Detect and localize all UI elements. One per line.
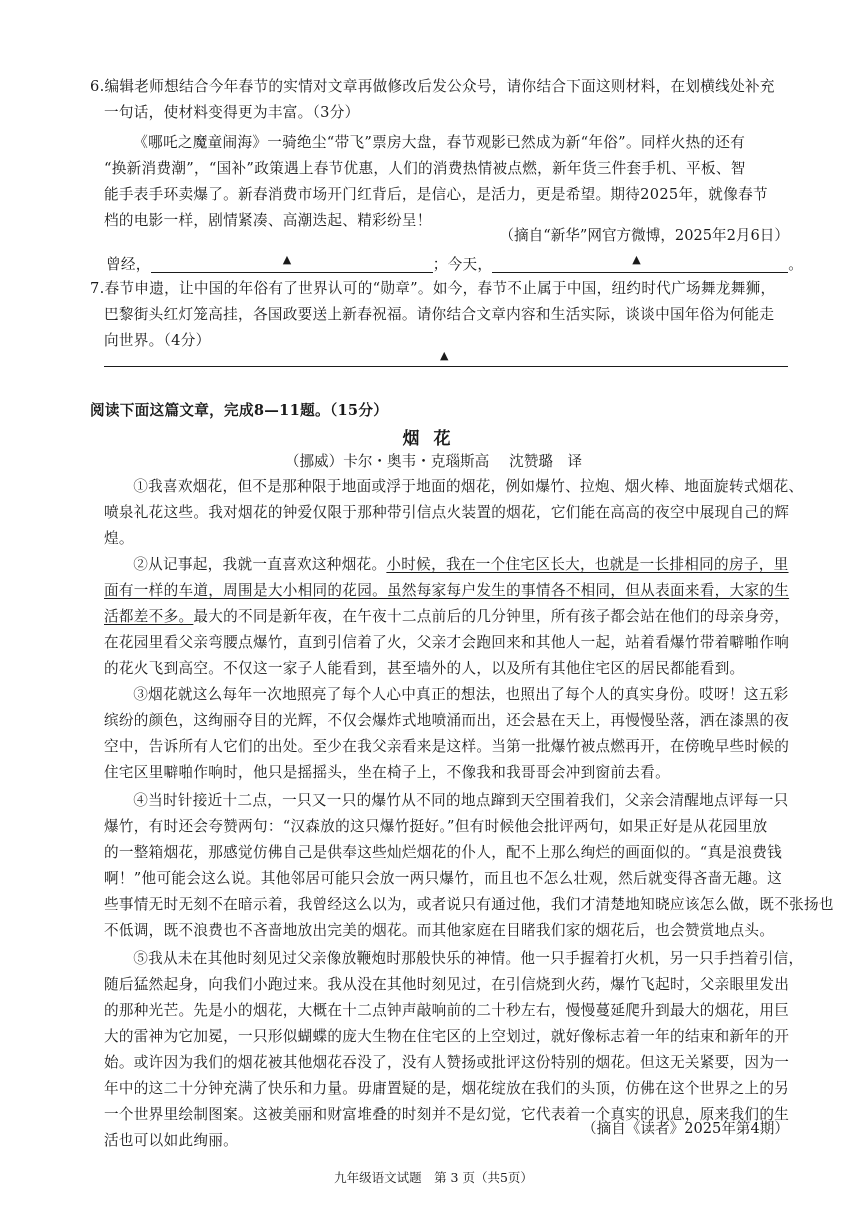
q6-material-source: （摘自“新华”网官方微博，2025年2月6日） <box>499 227 789 244</box>
q6-answer-blank-2[interactable] <box>492 254 788 273</box>
q6-material-line3: 能手表手环卖爆了。新春消费市场开门红背后，是信心，是活力，更是希望。期待2025年，就像春节 <box>104 186 768 203</box>
p5-line8: 活也可以如此绚丽。 <box>104 1132 239 1149</box>
q7-prompt-line1: 7.春节申遗，让中国的年俗有了世界认可的“勋章”。如今，春节不止属于中国，纽约时代广场舞龙舞狮， <box>90 280 776 297</box>
q7-prompt-line3: 向世界。（4分） <box>104 332 211 349</box>
p2-line1-underlined: 小时候，我在一个住宅区长大，也就是一长排相同的房子，里 <box>386 556 789 573</box>
p5-line4: 大的雷神为它加冕，一只形似蝴蝶的庞大生物在住宅区的上空划过，就好像标志着一年的结束和新年的开 <box>104 1028 790 1045</box>
p4-line3: 的一整箱烟花，那感觉仿佛自己是供奉这些灿烂烟花的仆人，配不上那么绚烂的画面似的。“真是浪费钱 <box>104 844 782 861</box>
p1-line3: 煌。 <box>104 530 134 547</box>
page-footer: 九年级语文试题 第 3 页（共5页） <box>334 1170 533 1185</box>
answer-marker-icon: ▲ <box>282 253 292 266</box>
q6-fill-end: 。 <box>788 256 804 273</box>
p3-line1: ③烟花就这么每年一次地照亮了每个人心中真正的想法，也照出了每个人的真实身份。哎呀！这五彩 <box>133 686 789 703</box>
answer-marker-icon: ▲ <box>632 253 642 266</box>
passage-title: 烟花 <box>402 429 465 449</box>
p2-line3-underlined: 活都差不多。 <box>104 608 194 625</box>
q6-material-line1: 《哪吒之魔童闹海》一骑绝尘“带飞”票房大盘，春节观影已然成为新“年俗”。同样火热的还有 <box>133 134 746 151</box>
q6-fill-prefix: 曾经， <box>106 256 151 273</box>
p5-line1: ⑤我从未在其他时刻见过父亲像放鞭炮时那般快乐的神情。他一只手握着打火机，另一只手挡着引信， <box>133 950 804 967</box>
p4-line4: 啊！”他可能会这么说。其他邻居可能只会放一两只爆竹，而且也不怎么壮观，然后就变得吝啬无趣。这 <box>104 870 782 887</box>
p4-line6: 不低调，既不浪费也不吝啬地放出完美的烟花。而其他家庭在目睹我们家的烟花后，也会赞赏地点头。 <box>104 922 775 939</box>
p2-line2 <box>104 578 789 604</box>
q6-fill-in-line <box>106 252 803 278</box>
reading-instruction: 阅读下面这篇文章，完成8—11题。（15分） <box>90 402 389 419</box>
q7-answer-line[interactable] <box>104 346 788 367</box>
passage-source: （摘自《读者》2025年第4期） <box>582 1120 789 1137</box>
p2-line2-underlined: 面有一样的车道，周围是大小相同的花园。虽然每家每户发生的事情各不相同，但从表面来看，大家的生 <box>104 582 790 599</box>
q6-fill-middle: ；今天， <box>432 256 493 273</box>
p2-line3 <box>104 604 789 630</box>
p1-line2: 喷泉礼花这些。我对烟花的钟爱仅限于那种带引信点火装置的烟花，它们能在高高的夜空中展现自己的辉 <box>104 504 790 521</box>
p1-line1: ①我喜欢烟花，但不是那种限于地面或浮于地面的烟花，例如爆竹、拉炮、烟火棒、地面旋转式烟花、 <box>133 478 804 495</box>
p4-line2: 爆竹，有时还会夸赞两句：“汉森放的这只爆竹挺好。”但有时候他会批评两句，如果正好是从花园里放 <box>104 818 768 835</box>
p2-line3-plain: 最大的不同是新年夜，在午夜十二点前后的几分钟里，所有孩子都会站在他们的母亲身旁， <box>193 608 790 625</box>
q6-material-line4: 档的电影一样，剧情紧凑、高潮迭起、精彩纷呈！ <box>104 212 432 229</box>
p2-line1-plain: ②从记事起，我就一直喜欢这种烟花。 <box>133 556 387 573</box>
p2-line5: 的花火飞到高空。不仅这一家子人能看到，甚至墙外的人，以及所有其他住宅区的居民都能看到。 <box>104 660 745 677</box>
passage-translator: 沈赞璐 译 <box>509 453 583 470</box>
p4-line5: 些事情无时无刻不在暗示着，我曾经这么以为，或者说只有通过他，我们才清楚地知晓应该怎么做，既不张扬也 <box>104 896 834 913</box>
p5-line6: 年中的这二十分钟充满了快乐和力量。毋庸置疑的是，烟花绽放在我们的头顶，仿佛在这个世界之上的另 <box>104 1080 790 1097</box>
passage-byline <box>0 450 867 471</box>
answer-marker-icon: ▲ <box>440 349 449 362</box>
q6-prompt-line1: 6.编辑老师想结合今年春节的实情对文章再做修改后发公众号，请你结合下面这则材料，在划横线处补充 <box>90 78 775 95</box>
p4-line1: ④当时针接近十二点，一只又一只的爆竹从不同的地点蹿到天空围着我们，父亲会清醒地点评每一只 <box>133 792 789 809</box>
q6-prompt-line2: 一句话，使材料变得更为丰富。（3分） <box>104 104 360 121</box>
q6-material-line2: “换新消费潮”，“国补”政策遇上春节优惠，人们的消费热情被点燃，新年货三件套手机、平板、智 <box>104 160 746 177</box>
p5-line7: 一个世界里绘制图案。这被美丽和财富堆叠的时刻并不是幻觉，它代表着一个真实的讯息，原来我们的生 <box>104 1106 790 1123</box>
passage-author: （挪威）卡尔・奥韦・克瑙斯高 <box>284 453 490 470</box>
p3-line2: 缤纷的颜色，这绚丽夺目的光辉，不仅会爆炸式地喷涌而出，还会悬在天上，再慢慢坠落，洒在漆黑的夜 <box>104 712 790 729</box>
p5-line2: 随后猛然起身，向我们小跑过来。我从没在其他时刻见过，在引信烧到火药，爆竹飞起时，父亲眼里发出 <box>104 976 790 993</box>
p5-line3: 的那种光芒。先是小的烟花，大概在十二点钟声敲响前的二十秒左右，慢慢蔓延爬升到最大的烟花，用巨 <box>104 1002 790 1019</box>
p3-line4: 住宅区里噼啪作响时，他只是摇摇头，坐在椅子上，不像我和我哥哥会冲到窗前去看。 <box>104 764 670 781</box>
p2-line1 <box>104 552 789 578</box>
q7-prompt-line2: 巴黎街头红灯笼高挂，各国政要送上新春祝福。请你结合文章内容和生活实际，谈谈中国年俗为何能走 <box>104 306 775 323</box>
q6-answer-blank-1[interactable] <box>151 254 433 273</box>
p5-line5: 始。或许因为我们的烟花被其他烟花吞没了，没有人赞扬或批评这份特别的烟花。但这无关紧要，因为一 <box>104 1054 790 1071</box>
p3-line3: 空中，告诉所有人它们的出处。至少在我父亲看来是这样。当第一批爆竹被点燃再开，在傍晚早些时候的 <box>104 738 790 755</box>
p2-line4: 在花园里看父亲弯腰点爆竹，直到引信着了火，父亲才会跑回来和其他人一起，站着看爆竹带着噼啪作响 <box>104 634 790 651</box>
